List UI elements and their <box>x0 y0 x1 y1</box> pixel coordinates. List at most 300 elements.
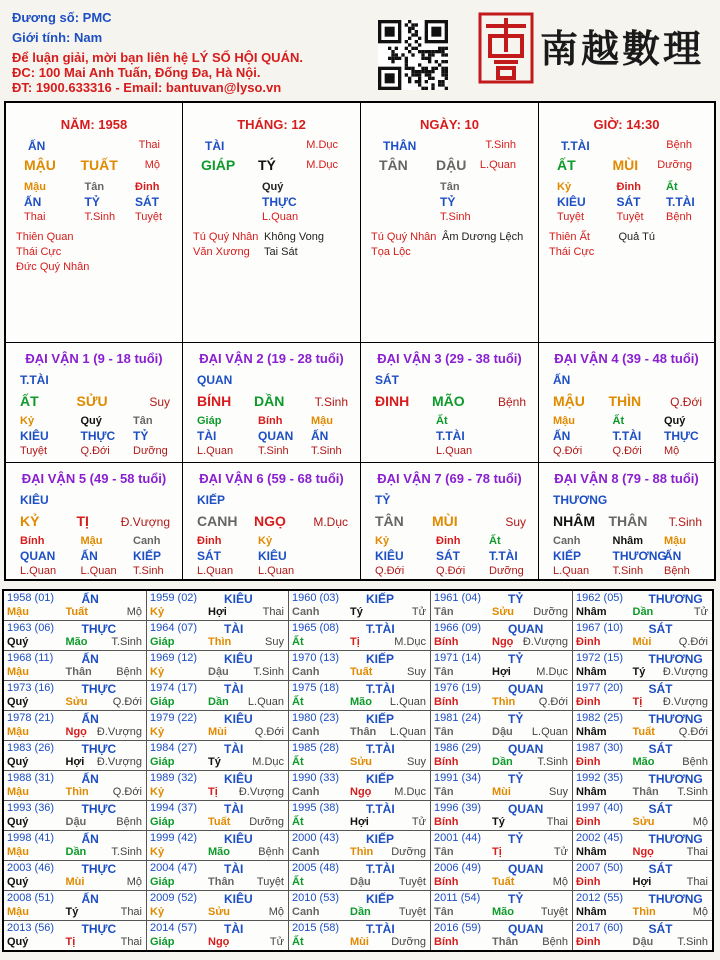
pillar-stage: Mộ <box>144 159 160 171</box>
year-star: TỶ <box>508 832 524 846</box>
hidden-star: T.TÀI <box>489 549 518 563</box>
year-branch: Mão <box>208 846 230 858</box>
year-label: 2013 (56) <box>7 922 55 934</box>
year-cell[interactable] <box>147 621 289 651</box>
year-cell[interactable] <box>4 771 147 801</box>
year-branch: Thìn <box>208 636 232 648</box>
year-branch: Thân <box>492 936 519 948</box>
dai-van-stage: Bệnh <box>497 395 526 409</box>
year-label: 1982 (25) <box>576 712 624 724</box>
hidden-stage: Tuyệt <box>557 211 585 223</box>
year-stem: Đinh <box>576 696 601 708</box>
year-star: SÁT <box>648 862 673 876</box>
year-stage: T.Sinh <box>677 936 708 948</box>
year-cell[interactable] <box>289 801 431 831</box>
year-label: 2010 (53) <box>292 892 340 904</box>
year-label: 1987 (30) <box>576 742 624 754</box>
year-stage: Tử <box>411 606 426 618</box>
year-star: SÁT <box>648 682 673 696</box>
year-label: 2006 (49) <box>434 862 482 874</box>
year-label: 1990 (33) <box>292 772 340 784</box>
special-star: Thái Cực <box>16 246 62 258</box>
hidden-stem: Đinh <box>135 181 160 193</box>
year-cell[interactable] <box>573 621 712 651</box>
year-branch: Thìn <box>65 786 89 798</box>
year-branch: Ngọ <box>65 726 87 738</box>
hidden-star: THỰC <box>664 429 699 443</box>
year-cell[interactable] <box>573 741 712 771</box>
year-stem: Ất <box>292 756 304 768</box>
year-cell[interactable] <box>4 801 147 831</box>
year-stage: Đ.Vượng <box>238 786 284 798</box>
hidden-stage: Q.Đới <box>375 565 405 577</box>
year-star: T.TÀI <box>366 862 395 876</box>
dai-van-title: ĐẠI VẬN 3 (29 - 38 tuổi) <box>377 351 522 366</box>
year-branch: Mùi <box>65 876 85 888</box>
dai-van-branch: MÃO <box>432 393 465 409</box>
year-label: 1977 (20) <box>576 682 624 694</box>
hidden-star: TÀI <box>197 429 217 443</box>
year-cell[interactable] <box>573 651 712 681</box>
year-label: 1981 (24) <box>434 712 482 724</box>
year-star: SÁT <box>648 622 673 636</box>
year-stem: Kỷ <box>150 846 165 858</box>
year-branch: Sửu <box>632 816 655 828</box>
dai-van-stage: Suy <box>505 515 526 529</box>
year-stage: Dưỡng <box>533 606 568 618</box>
year-star: T.TÀI <box>366 682 395 696</box>
dai-van-stage: Đ.Vượng <box>120 515 170 529</box>
hidden-stem: Đinh <box>616 181 641 193</box>
qr-code[interactable] <box>378 20 448 90</box>
year-label: 1980 (23) <box>292 712 340 724</box>
year-label: 1960 (03) <box>292 592 340 604</box>
year-stem: Bính <box>434 636 459 648</box>
year-star: TÀI <box>224 862 244 876</box>
pillar-star: THÂN <box>383 139 417 153</box>
year-star: THƯƠNG <box>648 652 703 666</box>
year-label: 1997 (40) <box>576 802 624 814</box>
year-cell[interactable] <box>431 741 573 771</box>
year-star: QUAN <box>508 862 544 876</box>
year-star: TỶ <box>508 652 524 666</box>
hidden-stem: Kỷ <box>258 535 273 547</box>
year-stage: Đ.Vượng <box>96 756 142 768</box>
year-label: 1979 (22) <box>150 712 198 724</box>
year-cell[interactable] <box>289 591 431 621</box>
year-cell[interactable] <box>147 741 289 771</box>
year-label: 1974 (17) <box>150 682 198 694</box>
year-branch: Tý <box>208 756 221 768</box>
year-branch: Hợi <box>350 816 369 828</box>
year-branch: Dậu <box>492 726 513 738</box>
year-stem: Quý <box>7 756 29 768</box>
year-star: THƯƠNG <box>648 892 703 906</box>
year-cell[interactable] <box>431 891 573 921</box>
year-cell[interactable] <box>147 831 289 861</box>
year-branch: Hợi <box>492 666 511 678</box>
year-branch: Thân <box>65 666 92 678</box>
year-star: ẤN <box>81 712 99 726</box>
pillar-stage: L.Quan <box>479 159 516 171</box>
year-stem: Quý <box>7 696 29 708</box>
hidden-star: ẤN <box>553 429 571 443</box>
year-branch: Thân <box>632 786 659 798</box>
year-branch: Sửu <box>350 756 373 768</box>
year-label: 1992 (35) <box>576 772 624 784</box>
dai-van-star: SÁT <box>375 373 399 387</box>
year-branch: Dần <box>65 846 87 858</box>
year-stem: Giáp <box>150 876 175 888</box>
year-stage: Mộ <box>126 876 142 888</box>
year-stage: M.Dục <box>394 636 426 648</box>
year-stage: M.Dục <box>394 786 426 798</box>
year-branch: Mão <box>350 696 372 708</box>
year-label: 2004 (47) <box>150 862 198 874</box>
year-stage: Thai <box>546 816 568 828</box>
hidden-star: T.TÀI <box>612 429 642 443</box>
year-branch: Mùi <box>208 726 227 738</box>
year-cell[interactable] <box>289 651 431 681</box>
year-cell[interactable] <box>289 711 431 741</box>
dai-van-title: ĐẠI VẬN 2 (19 - 28 tuổi) <box>199 351 344 366</box>
year-stage: Bệnh <box>542 936 568 948</box>
year-stem: Tân <box>434 606 454 618</box>
year-star: TỶ <box>508 592 524 606</box>
special-star: Quả Tú <box>618 231 655 243</box>
year-branch: Tị <box>65 936 76 948</box>
year-branch: Dậu <box>208 666 229 678</box>
dai-van-8 <box>539 463 714 579</box>
year-branch: Mão <box>632 756 655 768</box>
year-stem: Đinh <box>576 756 601 768</box>
year-stage: Bệnh <box>116 816 142 828</box>
year-branch: Dậu <box>632 936 654 948</box>
dai-van-stage: T.Sinh <box>314 395 348 409</box>
year-cell[interactable] <box>431 711 573 741</box>
year-label: 1972 (15) <box>576 652 624 664</box>
hidden-stage: Mộ <box>664 445 680 457</box>
year-stage: Bệnh <box>258 846 284 858</box>
year-star: TÀI <box>224 742 244 756</box>
year-cell[interactable] <box>431 831 573 861</box>
year-branch: Ngọ <box>350 786 372 798</box>
year-cell[interactable] <box>289 681 431 711</box>
hidden-star: T.TÀI <box>666 195 695 209</box>
year-label: 1969 (12) <box>150 652 198 664</box>
year-stage: Tuyệt <box>398 876 426 888</box>
year-cell[interactable] <box>147 771 289 801</box>
year-stage: Mộ <box>692 906 708 918</box>
dai-van-branch: THÂN <box>608 513 648 529</box>
year-cell[interactable] <box>147 891 289 921</box>
year-stem: Kỷ <box>150 666 165 678</box>
dai-van-star: T.TÀI <box>20 373 49 387</box>
year-label: 2005 (48) <box>292 862 340 874</box>
year-star: SÁT <box>648 802 673 816</box>
hidden-stem: Kỷ <box>375 535 390 547</box>
year-cell[interactable] <box>573 591 712 621</box>
hidden-stem: Kỷ <box>20 415 35 427</box>
year-star: TÀI <box>224 682 244 696</box>
dai-van-title: ĐẠI VẬN 4 (39 - 48 tuổi) <box>554 351 699 366</box>
special-star: Thiên Ất <box>549 231 590 243</box>
year-cell[interactable] <box>431 921 573 950</box>
year-cell[interactable] <box>431 591 573 621</box>
year-label: 1986 (29) <box>434 742 482 754</box>
hidden-star: ẤN <box>311 429 329 443</box>
pillar-stage: M.Dục <box>306 159 338 171</box>
year-branch: Mão <box>492 906 514 918</box>
year-cell[interactable] <box>573 861 712 891</box>
year-stage: L.Quan <box>389 726 426 738</box>
pillar-branch: TÝ <box>258 157 276 173</box>
year-star: KIÊU <box>224 652 253 666</box>
year-star: THỰC <box>81 802 117 816</box>
year-cell[interactable] <box>4 861 147 891</box>
pillar-branch: TUẤT <box>80 157 118 173</box>
year-cell[interactable] <box>4 921 147 950</box>
year-label: 2001 (44) <box>434 832 482 844</box>
pillar-branch: DẬU <box>436 157 467 173</box>
dai-van-stage: T.Sinh <box>668 515 702 529</box>
year-cell[interactable] <box>4 591 147 621</box>
year-stem: Đinh <box>576 876 601 888</box>
year-stage: T.Sinh <box>537 756 568 768</box>
year-cell[interactable] <box>431 651 573 681</box>
year-cell[interactable] <box>289 921 431 950</box>
year-cell[interactable] <box>4 711 147 741</box>
year-branch: Dần <box>208 696 229 708</box>
dai-van-7 <box>361 463 539 579</box>
hidden-stem: Mậu <box>311 415 333 427</box>
year-cell[interactable] <box>573 771 712 801</box>
year-cell[interactable] <box>147 801 289 831</box>
year-label: 1985 (28) <box>292 742 340 754</box>
year-cell[interactable] <box>147 591 289 621</box>
year-stem: Ất <box>292 636 304 648</box>
year-star: ẤN <box>81 652 99 666</box>
hidden-stem: Kỷ <box>557 181 572 193</box>
year-star: KIÊU <box>224 712 253 726</box>
year-branch: Dậu <box>65 816 87 828</box>
year-branch: Tuất <box>632 726 655 738</box>
year-star: KIÊU <box>224 772 253 786</box>
year-label: 1989 (32) <box>150 772 198 784</box>
year-stem: Canh <box>292 666 320 678</box>
dai-van-title: ĐẠI VẬN 7 (69 - 78 tuổi) <box>377 471 522 486</box>
year-label: 2012 (55) <box>576 892 624 904</box>
year-label: 1983 (26) <box>7 742 55 754</box>
dai-van-stem: BÍNH <box>197 393 232 409</box>
year-branch: Dần <box>492 756 513 768</box>
year-stage: Suy <box>407 756 426 768</box>
year-cell[interactable] <box>573 801 712 831</box>
dai-van-title: ĐẠI VẬN 8 (79 - 88 tuổi) <box>554 471 699 486</box>
hidden-stage: T.Sinh <box>311 445 342 457</box>
year-stage: Đ.Vượng <box>96 726 142 738</box>
dai-van-3 <box>361 343 539 463</box>
year-label: 1971 (14) <box>434 652 482 664</box>
year-cell[interactable] <box>4 621 147 651</box>
dai-van-4 <box>539 343 714 463</box>
year-branch: Dậu <box>350 876 371 888</box>
year-cell[interactable] <box>289 741 431 771</box>
year-label: 1959 (02) <box>150 592 198 604</box>
hidden-star: T.TÀI <box>436 429 465 443</box>
year-stem: Giáp <box>150 936 175 948</box>
year-cell[interactable] <box>147 711 289 741</box>
year-star: ẤN <box>81 592 99 606</box>
year-branch: Mùi <box>492 786 511 798</box>
year-stage: Dưỡng <box>249 816 284 828</box>
year-cell[interactable] <box>147 861 289 891</box>
pillar-0 <box>6 103 183 343</box>
dai-van-star: TỶ <box>375 493 391 507</box>
hidden-stage: L.Quan <box>553 565 590 577</box>
year-cell[interactable] <box>4 831 147 861</box>
year-label: 2003 (46) <box>7 862 55 874</box>
year-cell[interactable] <box>4 891 147 921</box>
year-cell[interactable] <box>4 651 147 681</box>
year-stem: Mậu <box>7 786 29 798</box>
year-stem: Kỷ <box>150 726 165 738</box>
year-cell[interactable] <box>147 651 289 681</box>
year-cell[interactable] <box>431 861 573 891</box>
year-label: 2016 (59) <box>434 922 482 934</box>
year-cell[interactable] <box>4 741 147 771</box>
year-stem: Kỷ <box>150 606 165 618</box>
hidden-stage: L.Quan <box>258 565 295 577</box>
hidden-stem: Tân <box>440 181 460 193</box>
year-stem: Đinh <box>576 816 601 828</box>
year-cell[interactable] <box>573 681 712 711</box>
special-star: Thái Cực <box>549 246 595 258</box>
year-cell[interactable] <box>573 831 712 861</box>
year-stage: Tử <box>553 846 568 858</box>
year-branch: Hợi <box>65 756 85 768</box>
year-stage: Q.Đới <box>678 636 708 648</box>
year-stage: Q.Đới <box>538 696 568 708</box>
dai-van-star: THƯƠNG <box>553 493 608 507</box>
year-star: KIẾP <box>366 712 395 726</box>
hidden-stage: L.Quan <box>436 445 473 457</box>
year-cell[interactable] <box>289 771 431 801</box>
year-label: 1995 (38) <box>292 802 340 814</box>
year-star: TỶ <box>508 712 524 726</box>
year-branch: Tý <box>632 666 646 678</box>
year-cell[interactable] <box>289 621 431 651</box>
dai-van-stem: ĐINH <box>375 393 410 409</box>
year-branch: Sửu <box>65 696 88 708</box>
year-cell[interactable] <box>573 711 712 741</box>
hidden-stage: Bệnh <box>666 211 692 223</box>
year-label: 1968 (11) <box>7 652 54 664</box>
year-cell[interactable] <box>431 801 573 831</box>
year-cell[interactable] <box>147 681 289 711</box>
hidden-stage: T.Sinh <box>440 211 471 223</box>
hidden-star: THỰC <box>80 429 116 443</box>
pillar-star: ẤN <box>28 139 46 153</box>
year-cell[interactable] <box>431 621 573 651</box>
address-line: ĐC: 100 Mai Anh Tuấn, Đống Đa, Hà Nội. <box>12 65 261 80</box>
year-stage: T.Sinh <box>677 786 708 798</box>
dai-van-stage: Suy <box>149 395 170 409</box>
year-branch: Tị <box>632 696 643 708</box>
year-cell[interactable] <box>573 921 712 950</box>
year-cell[interactable] <box>431 771 573 801</box>
pillar-title: NGÀY: 10 <box>420 117 479 132</box>
year-star: THƯƠNG <box>648 832 703 846</box>
year-star: ẤN <box>81 832 99 846</box>
year-cell[interactable] <box>289 831 431 861</box>
pillar-top-stage: M.Dục <box>306 139 338 151</box>
pillar-title: NĂM: 1958 <box>60 117 128 132</box>
year-cell[interactable] <box>431 681 573 711</box>
hidden-stage: Q.Đới <box>80 445 110 457</box>
hidden-star: SÁT <box>616 195 641 209</box>
year-stage: Mộ <box>126 606 142 618</box>
year-star: SÁT <box>648 742 673 756</box>
phone-email-line[interactable]: ĐT: 1900.633316 - Email: bantuvan@lyso.vn <box>12 80 282 95</box>
year-star: TỶ <box>508 892 524 906</box>
dai-van-stage: M.Dục <box>313 515 348 529</box>
year-cell[interactable] <box>4 681 147 711</box>
gender-line <box>12 30 102 45</box>
year-branch: Mùi <box>632 636 652 648</box>
year-star: KIÊU <box>224 892 253 906</box>
year-label: 1999 (42) <box>150 832 198 844</box>
year-label: 1973 (16) <box>7 682 55 694</box>
year-star: THỰC <box>81 862 117 876</box>
year-cell[interactable] <box>573 891 712 921</box>
year-stem: Canh <box>292 606 320 618</box>
year-stem: Nhâm <box>576 906 607 918</box>
year-branch: Dần <box>350 906 371 918</box>
year-cell[interactable] <box>289 891 431 921</box>
hidden-stage: Bệnh <box>664 565 690 577</box>
hidden-stem: Đinh <box>436 535 461 547</box>
hidden-stage: Thai <box>24 211 46 223</box>
year-stage: Suy <box>549 786 568 798</box>
hidden-stage: L.Quan <box>80 565 117 577</box>
year-stem: Quý <box>7 876 29 888</box>
year-label: 1976 (19) <box>434 682 482 694</box>
hidden-star: SÁT <box>135 195 159 209</box>
year-stem: Mậu <box>7 906 29 918</box>
year-label: 2011 (54) <box>434 892 481 904</box>
pillar-stem: TÂN <box>379 157 408 173</box>
dai-van-stem: CANH <box>197 513 238 529</box>
dai-van-branch: THÌN <box>608 393 642 409</box>
dai-van-star: KIÊU <box>20 493 49 507</box>
hidden-stem: Giáp <box>197 415 222 427</box>
year-cell[interactable] <box>147 921 289 950</box>
year-branch: Tuất <box>65 606 88 618</box>
hidden-stem: Mậu <box>553 415 575 427</box>
year-label: 1988 (31) <box>7 772 55 784</box>
main-chart <box>4 101 716 581</box>
hidden-stage: Tuyệt <box>20 445 48 457</box>
year-label: 1993 (36) <box>7 802 55 814</box>
year-cell[interactable] <box>289 861 431 891</box>
hidden-stem: Bính <box>20 535 45 547</box>
year-stem: Canh <box>292 906 320 918</box>
hidden-stem: Quý <box>80 415 102 427</box>
owner-line <box>12 10 112 25</box>
year-star: QUAN <box>508 622 544 636</box>
dai-van-branch: NGỌ <box>254 513 286 529</box>
